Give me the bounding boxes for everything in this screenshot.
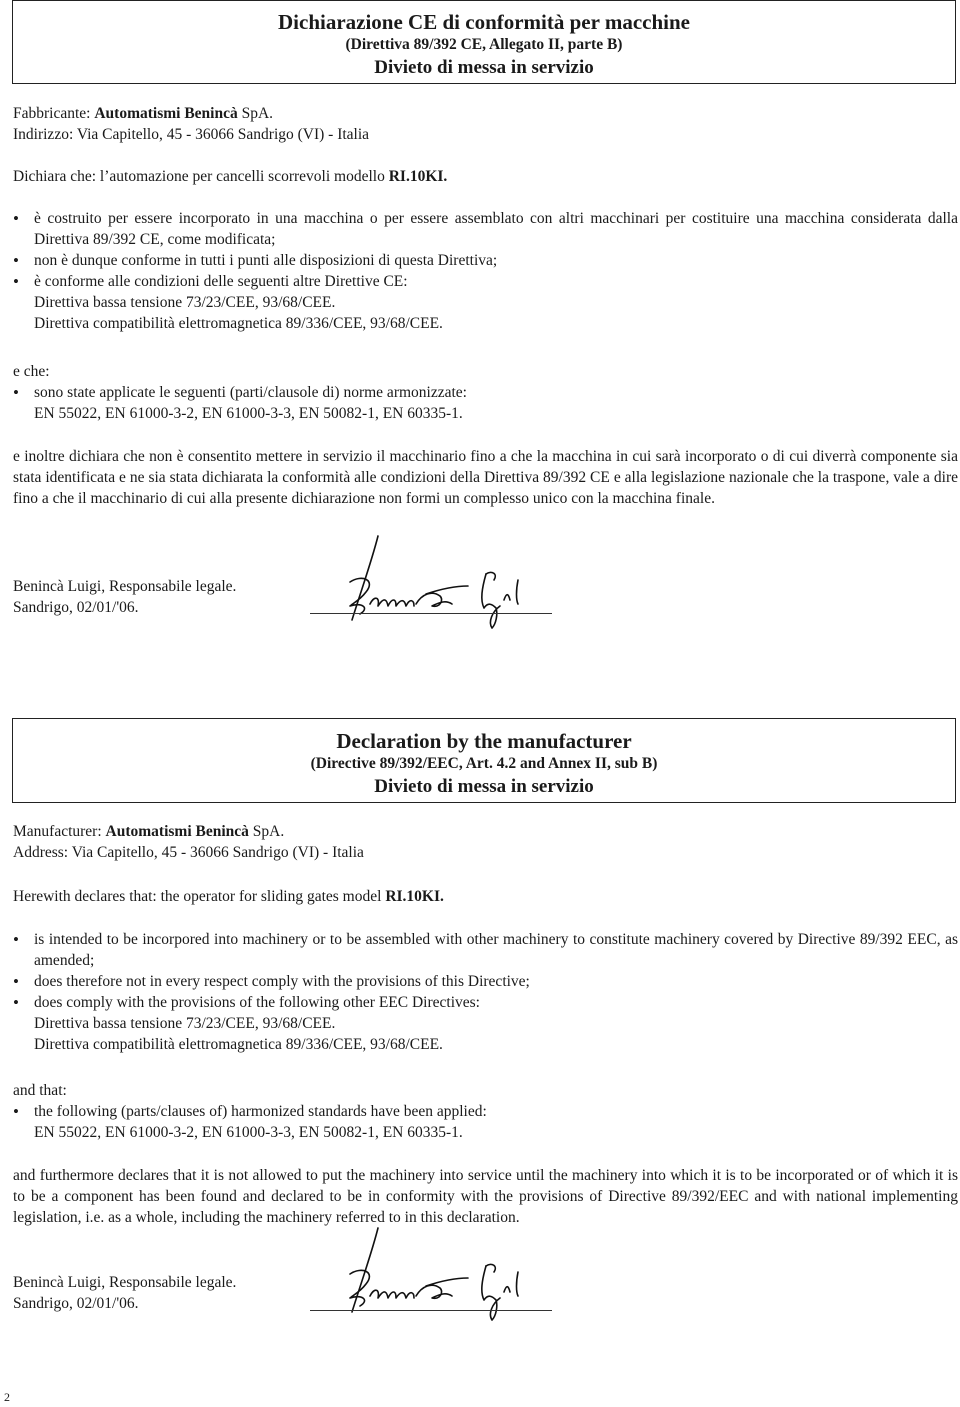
en-address: Address: Via Capitello, 45 - 36066 Sandrigo (VI) - Italia — [13, 844, 364, 861]
it-and-that: e che: — [13, 363, 50, 380]
it-ban: Divieto di messa in servizio — [374, 57, 594, 78]
it-model: RI.10KI. — [388, 168, 448, 185]
it-bullets-block — [13, 208, 958, 334]
en-directive-emc: Direttiva compatibilità elettromagnetica 89/336/CEE, 93/68/CEE. — [34, 1036, 443, 1053]
it-furthermore: e inoltre dichiara che non è consentito mettere in servizio il macchinario fino a che la macchina in cui sarà incorporato o di cui diverrà componente sia stata identificata e ne sia stata dichiarata la conformità alle condizioni della Direttiva 89/392 CE e alla legislazione nazionale che la traspone, vale a dire fino a che il macchinario di cui alla presente dichiarazione non formi un complesso unico con la macchina finale. — [13, 448, 958, 507]
it-subtitle: (Direttiva 89/392 CE, Allegato II, parte B) — [345, 36, 623, 53]
list-item: • the following (parts/clauses of) harmonized standards have been applied: — [13, 1101, 958, 1122]
en-declares: Herewith declares that: the operator for sliding gates model RI.10KI. — [13, 888, 444, 905]
it-directive-emc: Direttiva compatibilità elettromagnetica 89/336/CEE, 93/68/CEE. — [34, 315, 443, 332]
list-item: • è conforme alle condizioni delle seguenti altre Direttive CE: — [13, 271, 958, 292]
it-declares: Dichiara che: l’automazione per cancelli scorrevoli modello RI.10KI. — [13, 168, 448, 185]
list-item: • is intended to be incorpored into machinery or to be assembled with other machinery to constitute machinery covered by Directive 89/392 EEC, as amended; — [13, 929, 958, 971]
it-handwritten-signature — [336, 530, 556, 630]
list-item: • sono state applicate le seguenti (parti/clausole di) norme armonizzate: — [13, 382, 958, 403]
en-and-that-block — [13, 1080, 958, 1143]
it-header-box — [12, 0, 956, 84]
en-signer: Benincà Luigi, Responsabile legale. — [13, 1274, 237, 1291]
en-bullet-list — [13, 929, 958, 1013]
it-address: Indirizzo: Via Capitello, 45 - 36066 Sandrigo (VI) - Italia — [13, 126, 370, 143]
it-standards-list: EN 55022, EN 61000-3-2, EN 61000-3-3, EN 50082-1, EN 60335-1. — [34, 405, 463, 422]
list-item: • non è dunque conforme in tutti i punti alle disposizioni di questa Direttiva; — [13, 250, 958, 271]
en-manufacturer: Manufacturer: Automatismi Benincà SpA. — [13, 823, 285, 840]
en-ban: Divieto di messa in servizio — [374, 776, 594, 797]
page-number: 2 — [4, 1390, 10, 1404]
list-item: • does comply with the provisions of the following other EEC Directives: — [13, 992, 958, 1013]
it-signer: Benincà Luigi, Responsabile legale. — [13, 578, 237, 595]
list-item: • does therefore not in every respect comply with the provisions of this Directive; — [13, 971, 958, 992]
en-bullets-block — [13, 929, 958, 1055]
it-signature-line — [310, 613, 552, 614]
en-header-box — [12, 718, 956, 803]
it-directive-low-voltage: Direttiva bassa tensione 73/23/CEE, 93/68/CEE. — [34, 294, 336, 311]
it-manufacturer-block — [13, 103, 958, 145]
list-item: • è costruito per essere incorporato in una macchina o per essere assemblato con altri macchinari per costituire una macchina considerata dalla Direttiva 89/392 CE, come modificata; — [13, 208, 958, 250]
en-furthermore: and furthermore declares that it is not allowed to put the machinery into service until the machinery into which it is to be incorporated or of which it is to be a component has been found and declared to be in conformity with the provisions of Directive 89/392/EEC and with national implementing legislation, i.e. as a whole, including the machinery referred to in this declaration. — [13, 1167, 958, 1226]
en-place-date: Sandrigo, 02/01/'06. — [13, 1295, 139, 1312]
it-bullet-list — [13, 208, 958, 292]
en-subtitle: (Directive 89/392/EEC, Art. 4.2 and Annex II, sub B) — [310, 755, 658, 772]
en-and-that: and that: — [13, 1082, 67, 1099]
it-title: Dichiarazione CE di conformità per macchine — [278, 10, 690, 34]
en-model: RI.10KI. — [385, 888, 444, 905]
en-standards-list: EN 55022, EN 61000-3-2, EN 61000-3-3, EN 50082-1, EN 60335-1. — [34, 1124, 463, 1141]
it-and-that-block — [13, 361, 958, 424]
en-title: Declaration by the manufacturer — [336, 729, 632, 753]
en-handwritten-signature — [336, 1222, 556, 1322]
it-manufacturer: Fabbricante: Automatismi Benincà SpA. — [13, 105, 274, 122]
it-place-date: Sandrigo, 02/01/'06. — [13, 599, 139, 616]
en-signature-line — [310, 1310, 552, 1311]
en-directive-low-voltage: Direttiva bassa tensione 73/23/CEE, 93/68/CEE. — [34, 1015, 336, 1032]
en-manufacturer-block — [13, 821, 958, 863]
